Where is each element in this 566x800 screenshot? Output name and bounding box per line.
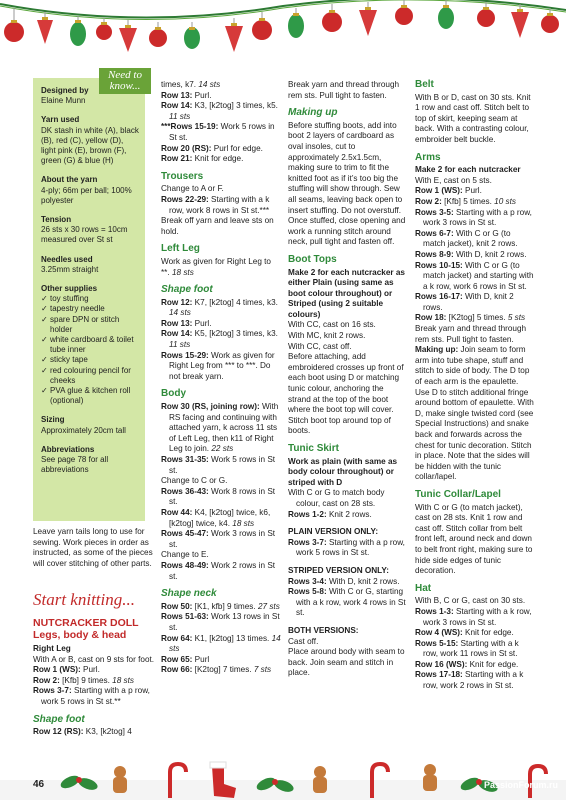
row-instruction: Rows 36-43: Work 8 rows in St st. bbox=[161, 486, 276, 507]
bauble-icon bbox=[511, 4, 529, 38]
designed-by-value: Elaine Munn bbox=[41, 96, 86, 106]
list-item: ✓ spare DPN or stitch holder bbox=[41, 315, 139, 335]
row-instruction: Row 30 (RS, joining row): With RS facing and continuing with attached yarn, k across 11 sts of Left Leg, then k11 of Right Leg to join. 22 sts bbox=[161, 402, 279, 454]
tension-heading: Tension bbox=[41, 215, 72, 225]
arms-heading: Arms bbox=[415, 151, 441, 163]
column-3 bbox=[288, 80, 408, 679]
row-instruction: Row 14: K5, [k2tog] 3 times, k3. 11 sts bbox=[161, 329, 278, 350]
start-knitting-heading: Start knitting... bbox=[33, 590, 135, 609]
row-instruction: Rows 8-9: With D, knit 2 rows. bbox=[415, 249, 527, 259]
bauble-icon bbox=[37, 12, 53, 44]
row-instruction: Rows 10-15: With C or G (to match jacket) and starting with a k row, work 6 rows in St st. bbox=[415, 260, 534, 291]
gingerbread-icon bbox=[313, 766, 327, 793]
row-instruction: Row 20 (RS): Purl for edge. bbox=[161, 143, 263, 153]
instruction: Cast off. bbox=[288, 636, 319, 646]
instruction: With B, C or G, cast on 30 sts. bbox=[415, 596, 526, 606]
tunic-collar-heading: Tunic Collar/Lapel bbox=[415, 488, 501, 500]
hat-heading: Hat bbox=[415, 582, 432, 594]
instruction: Break off yarn and leave sts on hold. bbox=[161, 216, 274, 236]
plain-version-heading: PLAIN VERSION ONLY: bbox=[288, 527, 379, 537]
sizing-heading: Sizing bbox=[41, 415, 65, 425]
list-item: ✓ toy stuffing bbox=[41, 294, 139, 304]
trousers-heading: Trousers bbox=[161, 170, 204, 182]
instruction: Work as plain (with same as body colour throughout) or striped with D bbox=[288, 456, 398, 487]
needles-heading: Needles used bbox=[41, 254, 93, 264]
row-instruction: Rows 5-15: Starting with a k row, work 11 rows in St st. bbox=[415, 638, 519, 659]
bauble-icon bbox=[149, 22, 167, 47]
row-instruction: Rows 6-7: With C or G (to match jacket), knit 2 rows. bbox=[415, 228, 518, 249]
instruction: Break yarn and thread through rem sts. Pull tight to fasten. bbox=[415, 324, 527, 344]
row-instruction: Row 13: Purl. bbox=[161, 318, 212, 328]
making-up-heading: Making up bbox=[288, 107, 338, 119]
column-1 bbox=[33, 527, 155, 569]
row-instruction: Rows 16-17: With D, knit 2 rows. bbox=[415, 292, 514, 312]
bauble-icon bbox=[70, 16, 86, 46]
instruction: Before stuffing boots, add into boot 2 layers of cardboard as oval insoles, cut to approximately 2.5x1.5cm, making sure to trim to fit the knitted foot as if it’s too big the stuffing will show through. Sew all seams, leaving back open to insert stuffing. Do not overstuff. Once stuffed, close opening and work a running stitch around neck, pull tight and fasten off. bbox=[288, 120, 406, 247]
row-instruction: Row 2: [Kfb] 9 times. 18 sts bbox=[33, 675, 135, 685]
row-instruction: Rows 1-3: Starting with a k row, work 3 rows in St st. bbox=[415, 606, 532, 627]
list-item: ✓ sticky tape bbox=[41, 355, 139, 365]
intro-text: Leave yarn tails long to use for sewing. Work pieces in order as instructed, as some of the pieces will cover stitching of other parts. bbox=[33, 527, 153, 568]
needles-value: 3.25mm straight bbox=[41, 264, 99, 274]
both-versions-heading: BOTH VERSIONS: bbox=[288, 625, 359, 635]
christmas-garland bbox=[0, 0, 566, 60]
right-leg-heading: Right Leg bbox=[33, 644, 71, 653]
yarn-used-heading: Yarn used bbox=[41, 115, 80, 125]
watermark: PassionForum.ru bbox=[483, 780, 558, 790]
yarn-used-value: DK stash in white (A), black (B), red (C), yellow (D), light pink (E), brown (F), green (G) & blue (H) bbox=[41, 125, 139, 166]
instruction: With CC, cast off. bbox=[288, 341, 352, 351]
list-item: ✓ white cardboard & toilet tube inner bbox=[41, 335, 139, 355]
row-instruction: ***Rows 15-19: Work 5 rows in St st. bbox=[161, 122, 275, 142]
bauble-icon bbox=[119, 20, 137, 52]
instruction: Work as given for Right Leg to **. 18 sts bbox=[161, 256, 271, 277]
row-instruction: Rows 17-18: Starting with a k row, work 2 rows in St st. bbox=[415, 670, 524, 691]
doll-title: NUTCRACKER DOLL bbox=[33, 617, 139, 629]
instruction: Change to A or F. bbox=[161, 184, 224, 194]
instruction: Before attaching, add embroidered crosses up front of each boot using D or matching tunic colour, anchoring the strand at the top of the boot where the boot top will cover. Stitch boot top around top of boots. bbox=[288, 352, 404, 436]
column-2 bbox=[161, 80, 281, 676]
bauble-icon bbox=[322, 4, 342, 32]
belt-heading: Belt bbox=[415, 79, 434, 90]
about-yarn-heading: About the yarn bbox=[41, 175, 98, 185]
instruction: With CC, cast on 16 sts. bbox=[288, 320, 376, 330]
instruction: Make 2 for each nutcracker as either Plain (using same as boot colour throughout) or Striped (using 2 suitable colours) bbox=[288, 267, 405, 319]
tension-value: 26 sts x 30 rows = 10cm measured over St st bbox=[41, 225, 128, 245]
row-instruction: Rows 22-29: Starting with a k row, work 8 rows in St st.*** bbox=[161, 194, 270, 215]
list-item: ✓ red colouring pencil for cheeks bbox=[41, 366, 139, 386]
body-heading: Body bbox=[161, 388, 186, 400]
instruction: With MC, knit 2 rows. bbox=[288, 331, 366, 341]
row-instruction: Row 64: K1, [k2tog] 13 times. 14 sts bbox=[161, 633, 281, 654]
instruction: With B or D, cast on 30 sts. Knit 1 row and cast off. Stitch belt to top of skirt, keeping seam at back. With a contrasting colour, embroider belt buckle. bbox=[415, 92, 531, 144]
abbreviations-value: See page 78 for all abbreviations bbox=[41, 455, 109, 475]
bauble-icon bbox=[184, 22, 200, 49]
bauble-icon bbox=[395, 0, 413, 25]
row-instruction: Row 65: Purl bbox=[161, 654, 210, 664]
about-yarn-value: 4-ply; 66m per ball; 100% polyester bbox=[41, 185, 132, 205]
instruction: Change to C or G. bbox=[161, 476, 228, 486]
shape-foot-heading: Shape foot bbox=[33, 713, 85, 725]
instruction: With E, cast on 5 sts. bbox=[415, 175, 492, 185]
row-instruction: Row 18: [K2tog] 5 times. 5 sts bbox=[415, 313, 526, 323]
row-instruction: Row 2: [Kfb] 5 times. 10 sts bbox=[415, 196, 517, 206]
bauble-icon bbox=[4, 8, 24, 42]
bauble-icon bbox=[359, 2, 377, 36]
page-number: 46 bbox=[33, 779, 45, 790]
doll-subtitle: Legs, body & head bbox=[33, 629, 127, 641]
instruction: With C or G to match body colour, cast on 28 sts. bbox=[288, 488, 385, 508]
gingerbread-icon bbox=[423, 764, 437, 791]
row-instruction: Rows 3-7: Starting with a p row, work 5 rows in St st.** bbox=[33, 686, 150, 706]
bauble-icon bbox=[96, 18, 112, 40]
designed-by-heading: Designed by bbox=[41, 86, 89, 95]
row-instruction: Row 16 (WS): Knit for edge. bbox=[415, 659, 519, 669]
instruction: Place around body with seam to back. Join seam and stitch in place. bbox=[288, 647, 405, 678]
need-to-know-box bbox=[33, 78, 145, 521]
bauble-icon bbox=[288, 8, 304, 38]
row-instruction: Row 13: Purl. bbox=[161, 90, 212, 100]
gingerbread-icon bbox=[113, 766, 127, 793]
row-instruction: Rows 48-49: Work 2 rows in St st. bbox=[161, 560, 276, 581]
column-4 bbox=[415, 80, 535, 692]
row-instruction: Row 44: K4, [k2tog] twice, k6, [k2tog] twice, k4. 18 sts bbox=[161, 507, 271, 528]
instruction: Make 2 for each nutcracker bbox=[415, 165, 521, 175]
bauble-icon bbox=[541, 8, 559, 33]
list-item: ✓ PVA glue & kitchen roll (optional) bbox=[41, 386, 139, 406]
striped-version-heading: STRIPED VERSION ONLY: bbox=[288, 565, 389, 575]
row-instruction: Row 1 (WS): Purl. bbox=[33, 665, 100, 675]
row-instruction: Rows 31-35: Work 5 rows in St st. bbox=[161, 455, 276, 475]
row-instruction: Rows 45-47: Work 3 rows in St st. bbox=[161, 529, 276, 549]
instruction: With C or G (to match jacket), cast on 28 sts. Knit 1 row and cast off. Stitch collar from belt front left, around neck and down to belt front right, making sure to hide side edges of tunic decoration. bbox=[415, 502, 533, 576]
christmas-footer-decoration bbox=[0, 742, 566, 800]
left-leg-heading: Left Leg bbox=[161, 243, 200, 255]
row-instruction: Row 4 (WS): Knit for edge. bbox=[415, 628, 514, 638]
row-instruction: Rows 15-29: Work as given for Right Leg from *** to ***. Do not break yarn. bbox=[161, 350, 275, 381]
supplies-list bbox=[41, 294, 139, 406]
row-instruction: Row 12 (RS): K3, [k2tog] 4 bbox=[33, 727, 132, 737]
row-instruction: Row 50: [K1, kfb] 9 times. 27 sts bbox=[161, 601, 280, 611]
row-instruction: Rows 3-7: Starting with a p row, work 5 rows in St st. bbox=[288, 537, 405, 558]
row-instruction: Row 14: K3, [k2tog] 3 times, k5. 11 sts bbox=[161, 101, 278, 121]
instruction: Change to E. bbox=[161, 550, 209, 560]
need-to-know-tag: Need to know... bbox=[99, 68, 151, 94]
bauble-icon bbox=[477, 2, 495, 27]
row-instruction: Rows 51-63: Work 13 rows in St st. bbox=[161, 612, 280, 632]
bauble-icon bbox=[225, 18, 243, 52]
bauble-icon bbox=[252, 12, 272, 40]
sizing-value: Approximately 20cm tall bbox=[41, 425, 126, 435]
list-item: ✓ tapestry needle bbox=[41, 304, 139, 314]
row-instruction: Rows 5-8: With C or G, starting with a k row, work 4 rows in St st. bbox=[288, 587, 406, 618]
row-instruction: Rows 3-4: With D, knit 2 rows. bbox=[288, 576, 400, 586]
column-1-pattern bbox=[33, 617, 155, 738]
instruction: Making up: Join seam to form arm into tube shape, stuff and stitch to side of body. The D top of each arm is the epaulette. Use D to stitch additional fringe around bottom of epaulette. With D, make single twisted cord (see Special Instructions) and snake back and forwards across the chest for tunic decoration. Stitch in place. Note that the sides will be hidden with the tunic collar/lapel. bbox=[415, 345, 534, 482]
instruction: Break yarn and thread through rem sts. Pull tight to fasten. bbox=[288, 80, 400, 100]
row-instruction: Row 1 (WS): Purl. bbox=[415, 186, 482, 196]
row-instruction: Rows 3-5: Starting with a p row, work 3 rows in St st. bbox=[415, 207, 532, 228]
instruction: With A or B, cast on 9 sts for foot. bbox=[33, 654, 155, 664]
tunic-skirt-heading: Tunic Skirt bbox=[288, 443, 339, 454]
row-instruction: Row 66: [K2tog] 7 times. 7 sts bbox=[161, 665, 272, 675]
row-instruction: Rows 1-2: Knit 2 rows. bbox=[288, 509, 372, 519]
boot-tops-heading: Boot Tops bbox=[288, 253, 337, 265]
row-instruction: times, k7. 14 sts bbox=[161, 80, 221, 89]
bauble-icon bbox=[438, 0, 454, 29]
shape-foot-heading: Shape foot bbox=[161, 284, 213, 296]
shape-neck-heading: Shape neck bbox=[161, 588, 217, 600]
supplies-heading: Other supplies bbox=[41, 284, 98, 294]
abbreviations-heading: Abbreviations bbox=[41, 444, 95, 454]
row-instruction: Row 21: Knit for edge. bbox=[161, 154, 244, 164]
row-instruction: Row 12: K7, [k2tog] 4 times, k3. 14 sts bbox=[161, 297, 278, 318]
